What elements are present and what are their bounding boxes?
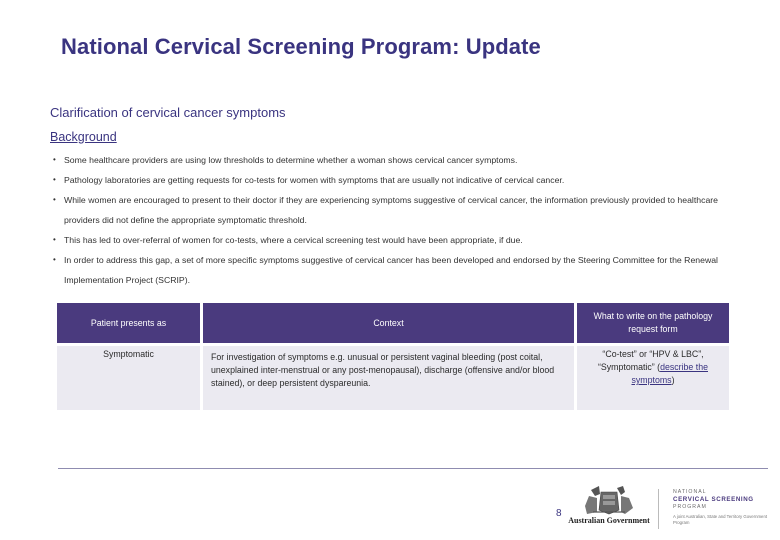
bullet-icon: • [53,255,56,264]
bullet-text: Some healthcare providers are using low thresholds to determine whether a woman shows cervical cancer symptoms. [64,155,518,165]
background-heading: Background [50,130,117,144]
logo-divider [658,489,659,529]
header-context: Context [203,303,574,346]
cell-what-to-write [577,346,729,410]
table-row [57,346,729,410]
ncsp-tagline: A joint Australian, State and Territory Government Program [673,514,768,525]
bullet-item [50,250,718,290]
symptom-table [54,303,732,410]
write-text-part2: ) [671,375,675,385]
describe-symptoms-link[interactable]: describe the symptoms [631,362,708,385]
bullet-icon: • [53,235,56,244]
bullet-text: In order to address this gap, a set of more specific symptoms suggestive of cervical cancer has been developed and endorsed by the Steering Committee for the Renewal Implementation Project (SCRIP). [64,255,718,285]
page-number: 8 [556,508,562,519]
bullet-item [50,230,718,250]
bullet-text: This has led to over-referral of women for co-tests, where a cervical screening test would have been appropriate, if due. [64,235,523,245]
cell-presents-as: Symptomatic [57,346,200,410]
cell-context: For investigation of symptoms e.g. unusual or persistent vaginal bleeding (post coital, unexplained inter-menstrual or any post-menopausal), discharge (offensive and/or blood stained), or deep persistent dyspareunia. [203,346,574,410]
bullet-icon: • [53,175,56,184]
ncsp-line1: NATIONAL [673,489,707,495]
section-heading: Clarification of cervical cancer symptoms [50,105,286,120]
bullet-text: Pathology laboratories are getting requests for co-tests for women with symptoms that are usually not indicative of cervical cancer. [64,175,565,185]
bullet-list [50,150,718,290]
bullet-icon: • [53,195,56,204]
gov-logo-text: Australian Government [568,516,650,525]
slide-title: National Cervical Screening Program: Update [61,34,541,59]
write-text-part1: “Co-test” or “HPV & LBC”, “Symptomatic” ( [597,349,704,372]
ncsp-logo [673,489,773,525]
bullet-item [50,190,718,230]
header-what-to-write: What to write on the pathology request form [577,303,729,346]
bullet-item [50,150,718,170]
ncsp-line2: CERVICAL SCREENING [673,496,754,503]
bullet-icon: • [53,155,56,164]
table-header-row [57,303,729,346]
bullet-text: While women are encouraged to present to their doctor if they are experiencing symptoms suggestive of cervical cancer, the information previously provided to healthcare providers did not define the appropriate symptomatic threshold. [64,195,718,225]
footer-divider [58,468,768,469]
ncsp-line3: PROGRAM [673,504,707,510]
bullet-item [50,170,718,190]
header-patient-presents-as: Patient presents as [57,303,200,346]
